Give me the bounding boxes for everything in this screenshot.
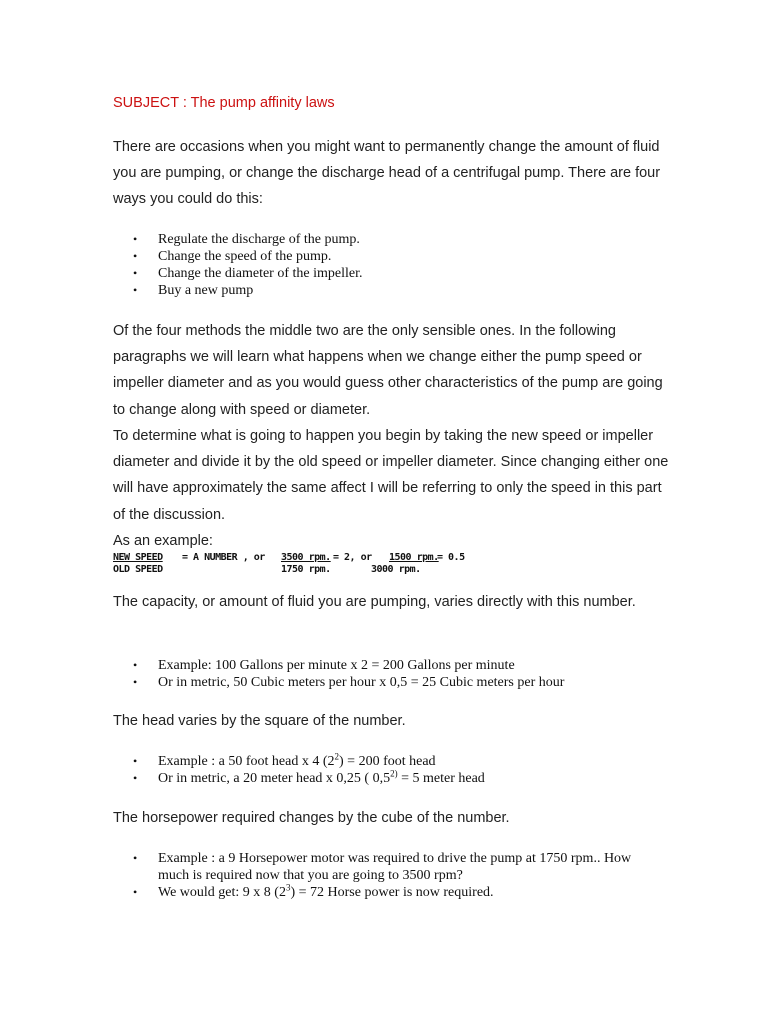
speed-ratio-formula: [113, 552, 473, 578]
example-intro: As an example:: [113, 533, 213, 549]
subject-heading: SUBJECT : The pump affinity laws: [113, 95, 335, 111]
list-item: • Or in metric, 50 Cubic meters per hour x 0,5 = 25 Cubic meters per hour: [130, 674, 564, 691]
formula-numerator-2: 1500 rpm.: [389, 552, 439, 563]
capacity-examples-list: [130, 657, 564, 691]
intro-paragraph: There are occasions when you might want to permanently change the amount of fluid you are pumping, or change the discharge head of a centrifugal pump. There are four ways you could do this:: [113, 139, 661, 208]
formula-equals-half: = 0.5: [437, 552, 465, 563]
formula-denominator-2: 3000 rpm.: [371, 564, 421, 575]
list-item: • Change the speed of the pump.: [130, 248, 362, 265]
list-item: • Or in metric, a 20 meter head x 0,25 ( $0,5^{2)} = 5$ meter head: [130, 770, 485, 787]
formula-numerator-1: 3500 rpm.: [281, 552, 331, 563]
formula-denominator-1: 1750 rpm.: [281, 564, 331, 575]
list-item: • We would get: 9 x 8 $(2^3) = 72$ Horse power is now required.: [130, 884, 650, 901]
list-item: • Example : a 50 foot head x 4 $(2^2) = 200$ foot head: [130, 753, 485, 770]
horsepower-examples-list: [130, 850, 650, 901]
formula-equals-number: = A NUMBER , or: [182, 552, 265, 563]
list-item: • Change the diameter of the impeller.: [130, 265, 362, 282]
determine-paragraph: To determine what is going to happen you begin by taking the new speed or impeller diameter and divide it by the old speed or impeller diameter. Since changing either one will have approximately the same affect I will be referring to only the speed in this part of the discussion.: [113, 428, 669, 523]
formula-new-speed: NEW SPEED: [113, 552, 163, 563]
horsepower-paragraph: The horsepower required changes by the cube of the number.: [113, 810, 510, 826]
head-examples-list: [130, 753, 485, 787]
list-item: • Buy a new pump: [130, 282, 362, 299]
ways-list: [130, 231, 362, 299]
list-item: • Example: 100 Gallons per minute x 2 = 200 Gallons per minute: [130, 657, 564, 674]
capacity-paragraph: The capacity, or amount of fluid you are pumping, varies directly with this number.: [113, 594, 636, 610]
list-item: • Example : a 9 Horsepower motor was required to drive the pump at 1750 rpm.. How much is required now that you are going to 3500 rpm?: [130, 850, 650, 884]
head-paragraph: The head varies by the square of the number.: [113, 713, 406, 729]
formula-old-speed: OLD SPEED: [113, 564, 163, 575]
methods-paragraph: Of the four methods the middle two are the only sensible ones. In the following paragraphs we will learn what happens when we change either the pump speed or impeller diameter and as you would guess other characteristics of the pump are going to change along with speed or diameter.: [113, 323, 663, 418]
formula-equals-2: = 2, or: [333, 552, 372, 563]
list-item: • Regulate the discharge of the pump.: [130, 231, 362, 248]
